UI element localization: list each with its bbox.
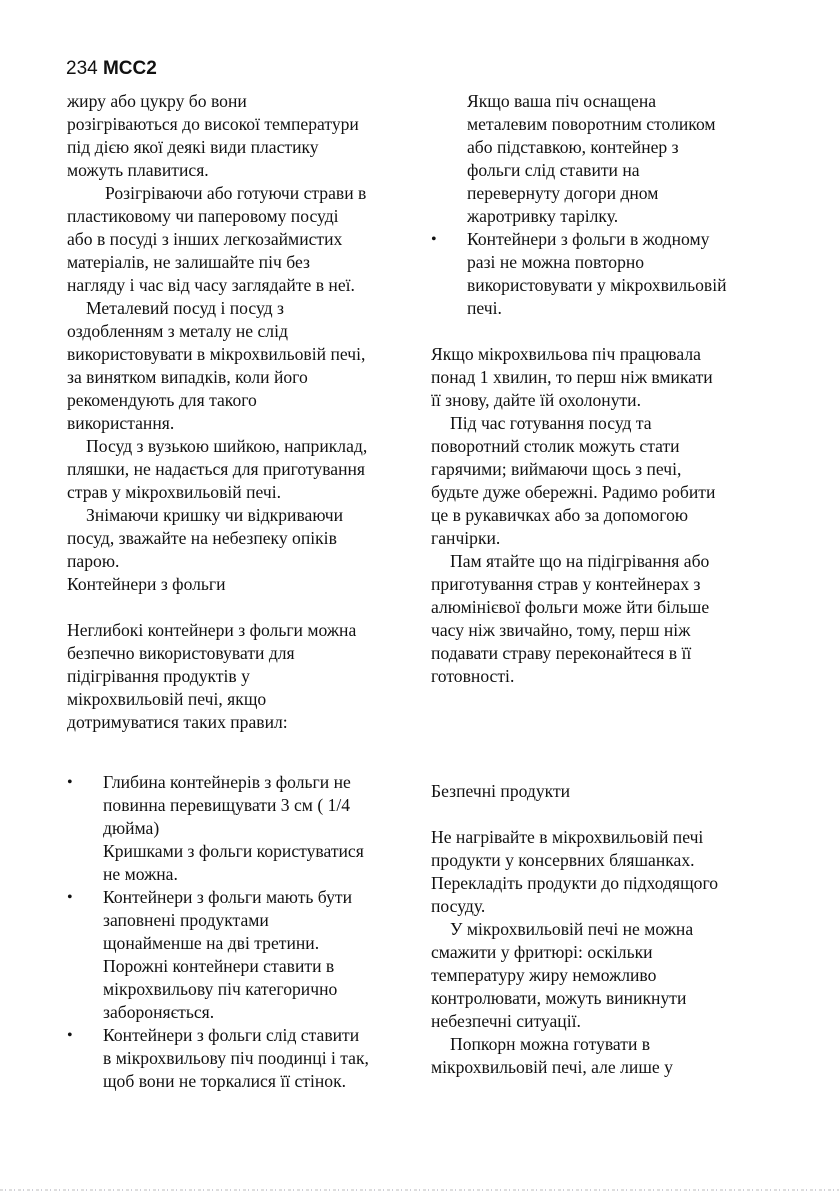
section-title-safe-products: Безпечні продукти	[431, 781, 571, 801]
paragraph-narrow-neck: Посуд з вузькою шийкою, наприклад, пляшки, не надається для приготування страв у мікрохвильовій печі.	[67, 436, 368, 502]
model-name: MCC2	[102, 58, 157, 79]
paragraph-hot-dishes: Під час готування посуд та поворотний столик можуть стати гарячими; виймаючи щось з печі, будьте дуже обережні. Радимо робити це в рукавичках або за допомогою ганчірки.	[431, 413, 716, 548]
list-item-continuation: Якщо ваша піч оснащена металевим поворотним столиком або підставкою, контейнер з фольги слід ставити на перевернуту догори дном жаротривку тарілку.	[467, 91, 716, 226]
bullet-icon: •	[67, 774, 73, 791]
left-column	[67, 90, 417, 1093]
paragraph-metal-dishes: Металевий посуд і посуд з оздобленням з металу не слід використовувати в мікрохвильовій печі, за винятком випадків, коли його рекомендують для такого використання.	[67, 298, 366, 433]
paragraph-foil-time: Пам ятайте що на підігрівання або приготування страв у контейнерах з алюмінієвої фольги може йти більше часу ніж звичайно, тому, перш ніж подавати страву переконайтеся в її готовності.	[431, 551, 710, 686]
list-item: • Глибина контейнерів з фольги не повинна перевищувати 3 см ( 1/4 дюйма) Кришками з фольги користуватися не можна.	[67, 772, 364, 884]
section-title-foil-containers: Контейнери з фольги	[67, 574, 226, 594]
paragraph-lid-steam: Знімаючи кришку чи відкриваючи посуд, зважайте на небезпеку опіків парою.	[67, 505, 344, 571]
list-item: • Контейнери з фольги в жодному разі не можна повторно використовувати у мікрохвильовій печі.	[431, 229, 727, 318]
right-column	[431, 90, 776, 1079]
paragraph-shallow-foil: Неглибокі контейнери з фольги можна безпечно використовувати для підігрівання продуктів у мікрохвильовій печі, якщо дотримуватися таких правил:	[67, 620, 357, 732]
paragraph-fat-sugar: жиру або цукру бо вони розігріваються до високої температури під дією якої деякі види пластику можуть плавитися.	[67, 91, 359, 180]
bullet-icon: •	[67, 889, 73, 906]
page-header	[66, 57, 157, 81]
list-item: • Контейнери з фольги слід ставити в мікрохвильову піч поодинці і так, щоб вони не торкалися її стінок.	[67, 1025, 369, 1091]
page-number: 234	[66, 58, 98, 79]
paragraph-deep-frying: У мікрохвильовій печі не можна смажити у фритюрі: оскільки температуру жиру неможливо контролювати, можуть виникнути небезпечні ситуації.	[431, 919, 694, 1031]
bullet-icon: •	[67, 1027, 73, 1044]
paragraph-cans: Не нагрівайте в мікрохвильовій печі продукти у консервних бляшанках. Перекладіть продукти до підходящого посуду.	[431, 827, 719, 916]
list-item: • Контейнери з фольги мають бути заповнені продуктами щонайменше на дві третини. Порожні контейнери ставити в мікрохвильову піч категорично забороняється.	[67, 887, 352, 1022]
paragraph-cool-down: Якщо мікрохвильова піч працювала понад 1 хвилин, то перш ніж вмикати її знову, дайте їй охолонути.	[431, 344, 713, 410]
bullet-icon: •	[431, 231, 437, 248]
paragraph-popcorn: Попкорн можна готувати в мікрохвильовій печі, але лише у	[431, 1034, 673, 1077]
paragraph-plastic-paper: Розігріваючи або готуючи страви в пластиковому чи паперовому посуді або в посуді з інших легкозаймистих матеріалів, не залишайте піч без нагляду і час від часу заглядайте в неї.	[67, 183, 367, 295]
